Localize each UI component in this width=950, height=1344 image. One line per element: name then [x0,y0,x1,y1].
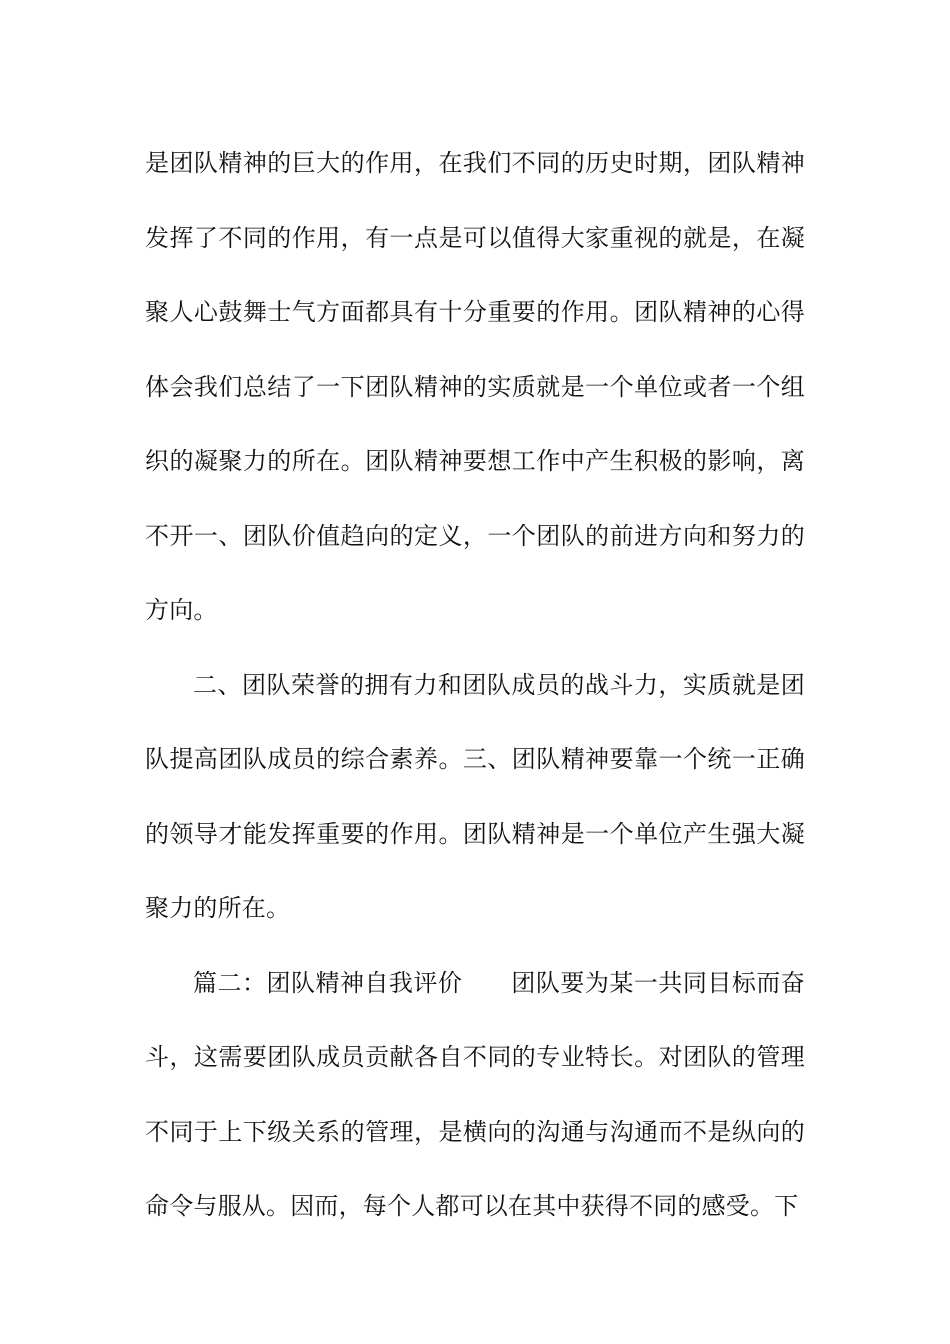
paragraph-1: 是团队精神的巨大的作用，在我们不同的历史时期，团队精神发挥了不同的作用，有一点是可以值得大家重视的就是，在凝聚人心鼓舞士气方面都具有十分重要的作用。团队精神的心得体会我们总结了一下团队精神的实质就是一个单位或者一个组织的凝聚力的所在。团队精神要想工作中产生积极的影响，离不开一、团队价值趋向的定义，一个团队的前进方向和努力的方向。 [145,149,805,624]
document-body [145,126,805,1244]
paragraph-2: 二、团队荣誉的拥有力和团队成员的战斗力，实质就是团队提高团队成员的综合素养。三、团队精神要靠一个统一正确的领导才能发挥重要的作用。团队精神是一个单位产生强大凝聚力的所在。 [145,670,805,922]
paragraph-3: 篇二：团队精神自我评价 团队要为某一共同目标而奋斗，这需要团队成员贡献各自不同的专业特长。对团队的管理不同于上下级关系的管理，是横向的沟通与沟通而不是纵向的命令与服从。因而，每个人都可以在其中获得不同的感受。下 [145,968,805,1220]
